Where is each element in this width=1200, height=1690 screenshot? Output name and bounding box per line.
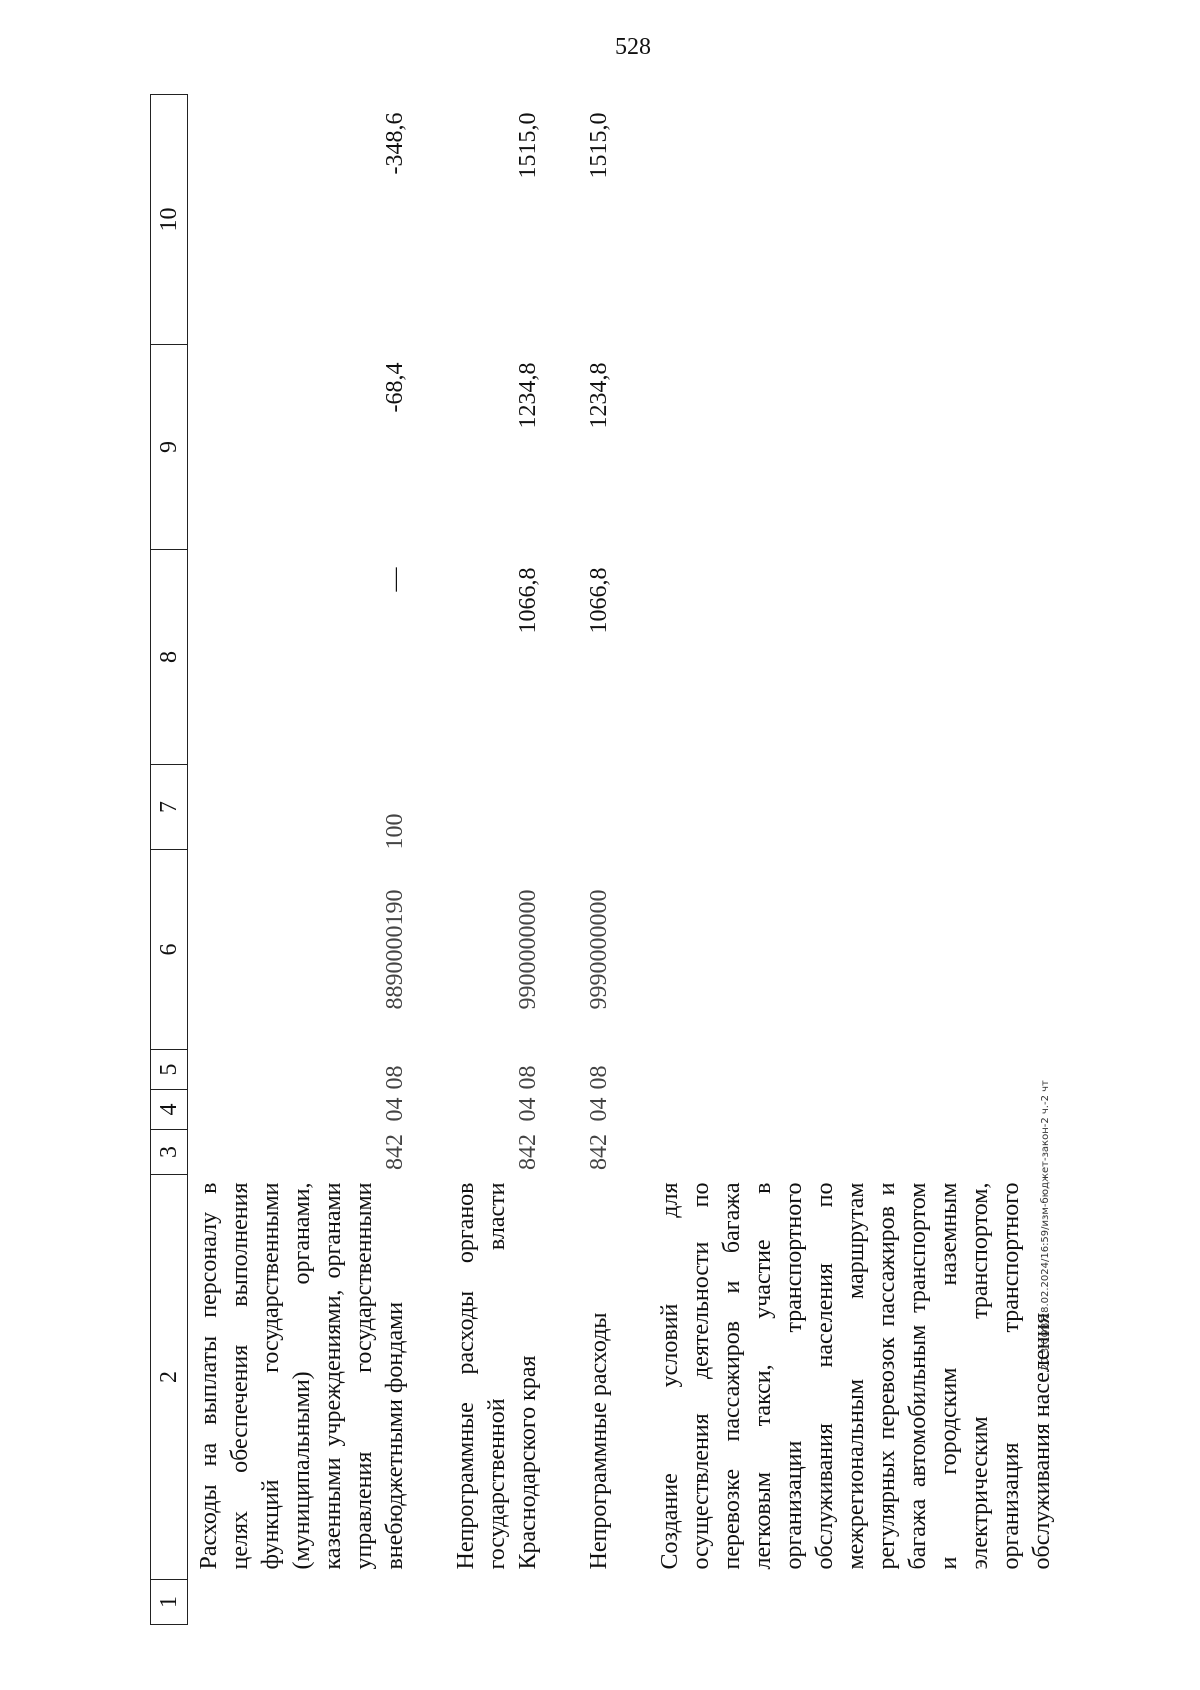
table-row	[445, 95, 544, 1625]
column-header: 10	[151, 95, 188, 345]
table-row	[578, 95, 615, 1625]
cell-amount-col10: -348,6	[382, 112, 408, 175]
page-number: 528	[615, 34, 651, 60]
cell-target-code	[649, 850, 1058, 1050]
cell-amount-col10: 1515,0	[515, 112, 541, 179]
column-header: 6	[151, 850, 188, 1050]
cell-description: Непрограммные расходы органов государственной власти Краснодарского края	[453, 1182, 541, 1570]
cell-amount-col8: —	[382, 567, 408, 592]
cell-expense-type: 100	[382, 813, 408, 850]
column-header: 8	[151, 550, 188, 765]
table-row	[188, 95, 412, 1625]
cell-amount-col9: 1234,8	[515, 362, 541, 429]
column-header: 7	[151, 765, 188, 850]
cell-ministry-code: 842	[382, 1134, 408, 1170]
rotated-page-content	[150, 95, 1055, 1625]
cell-subsection-code: 08	[382, 1065, 408, 1090]
column-header: 2	[151, 1175, 188, 1580]
cell-expense-type	[578, 765, 615, 850]
cell-section-code: 04	[515, 1097, 541, 1122]
row-spacer	[411, 95, 445, 1625]
cell-section-code	[649, 1090, 1058, 1130]
cell-description: Создание условий для осуществления деятельности по перевозке пассажиров и багажа легковым такси, участие в организации транспортного обслуживания населения по межрегиональным маршрутам регулярных перевозок пассажиров и багажа автомобильным транспортом и городским наземным электрическим транспортом, организация транспортного обслуживания населения	[657, 1182, 1055, 1570]
cell-amount-col9: -68,4	[382, 362, 408, 413]
cell-amount-col8	[649, 550, 1058, 765]
cell-target-code: 8890000190	[382, 889, 408, 1010]
cell-expense-type	[649, 765, 1058, 850]
cell-ministry-code: 842	[515, 1134, 541, 1170]
column-header: 3	[151, 1130, 188, 1175]
cell-number	[445, 1580, 544, 1625]
cell-amount-col8: 1066,8	[515, 567, 541, 634]
cell-description: Непрограммные расходы	[586, 1312, 612, 1570]
cell-number	[649, 1580, 1058, 1625]
cell-target-code: 9990000000	[586, 889, 612, 1010]
column-header: 5	[151, 1050, 188, 1090]
cell-ministry-code	[649, 1130, 1058, 1175]
row-spacer	[615, 95, 649, 1625]
cell-description: Расходы на выплаты персоналу в целях обеспечения выполнения функций государственными (муниципальными) органами, казенными учреждениями, органами управления государственными внебюджетными фондами	[196, 1182, 408, 1570]
column-header: 9	[151, 345, 188, 550]
cell-amount-col9	[649, 345, 1058, 550]
row-spacer	[544, 95, 578, 1625]
cell-amount-col10	[649, 95, 1058, 345]
cell-amount-col8: 1066,8	[586, 567, 612, 634]
column-header: 4	[151, 1090, 188, 1130]
cell-subsection-code: 08	[515, 1065, 541, 1090]
cell-subsection-code	[649, 1050, 1058, 1090]
column-header: 1	[151, 1580, 188, 1625]
cell-target-code: 9900000000	[515, 889, 541, 1010]
table-row	[649, 95, 1058, 1625]
footer-text: 20.3/СОВ/28.02.2024/16:59/изм-бюджет-закон-2 ч.-2 чт	[1040, 1080, 1051, 1370]
cell-amount-col9: 1234,8	[586, 362, 612, 429]
cell-section-code: 04	[382, 1097, 408, 1122]
cell-section-code: 04	[586, 1097, 612, 1122]
cell-number	[578, 1580, 615, 1625]
cell-ministry-code: 842	[586, 1134, 612, 1170]
cell-subsection-code: 08	[586, 1065, 612, 1090]
document-footer	[1040, 80, 1060, 1680]
cell-expense-type	[445, 765, 544, 850]
cell-amount-col10: 1515,0	[586, 112, 612, 179]
cell-number	[188, 1580, 412, 1625]
rotated-table-wrapper	[150, 95, 1055, 1625]
budget-table	[150, 94, 1058, 1625]
table-header-row	[151, 95, 188, 1625]
